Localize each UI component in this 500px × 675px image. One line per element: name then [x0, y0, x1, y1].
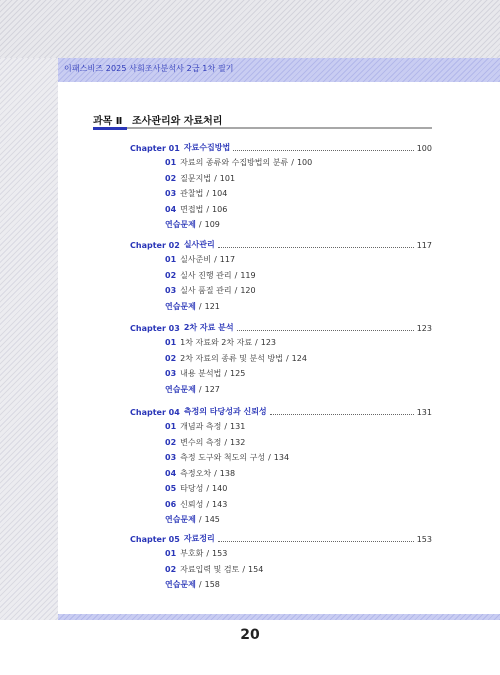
- subject-label: 과목 Ⅱ: [93, 116, 123, 127]
- toc-section-row[interactable]: [165, 353, 307, 364]
- section-number: 04: [165, 204, 177, 214]
- separator-slash: /: [224, 422, 228, 431]
- subject-underline: [93, 127, 432, 129]
- separator-slash: /: [206, 189, 210, 198]
- section-number: 03: [165, 369, 177, 378]
- toc-chapter-row[interactable]: [130, 141, 432, 153]
- toc-section-row[interactable]: [165, 564, 263, 575]
- chapter-page: 100: [416, 144, 432, 153]
- practice-page: 158: [204, 580, 220, 589]
- left-pattern-strip: [0, 58, 58, 620]
- section-number: 01: [165, 422, 177, 431]
- subject-title: 조사관리와 자료처리: [132, 116, 223, 127]
- chapter-page: 123: [416, 324, 432, 333]
- toc-chapter-row[interactable]: [130, 532, 432, 544]
- section-title: 1차 자료와 2차 자료: [180, 338, 253, 347]
- separator-slash: /: [214, 255, 217, 264]
- section-page: 124: [291, 353, 307, 363]
- section-number: 01: [165, 338, 177, 347]
- toc-section-row[interactable]: [165, 254, 235, 265]
- toc-section-row[interactable]: [165, 437, 245, 448]
- section-number: 03: [165, 453, 177, 462]
- section-number: 06: [165, 499, 177, 509]
- practice-label: 연습문제: [165, 580, 196, 589]
- practice-page: 145: [204, 515, 220, 524]
- practice-label: 연습문제: [165, 384, 196, 394]
- chapter-page: 153: [416, 535, 432, 544]
- section-title: 질문지법: [180, 173, 212, 183]
- section-title: 자료의 종류와 수집방법의 분류: [180, 158, 289, 167]
- toc-practice-row[interactable]: [165, 514, 220, 525]
- practice-label: 연습문제: [165, 301, 196, 311]
- subject-underline-accent: [93, 127, 127, 130]
- toc-chapter-row[interactable]: [130, 321, 432, 333]
- section-page: 123: [260, 338, 277, 347]
- separator-slash: /: [198, 301, 202, 311]
- toc-section-row[interactable]: [165, 368, 245, 379]
- section-title: 측정 도구와 척도의 구성: [180, 453, 266, 462]
- chapter-title: 실사관리: [183, 240, 215, 249]
- section-page: 143: [212, 499, 228, 509]
- toc-section-row[interactable]: [165, 285, 256, 296]
- dot-leader: [237, 329, 414, 331]
- separator-slash: /: [224, 437, 228, 447]
- subject-heading: [93, 112, 432, 130]
- section-number: 02: [165, 437, 177, 447]
- section-title: 실사 품질 관리: [180, 286, 232, 295]
- chapter-label: Chapter 03: [130, 324, 180, 333]
- separator-slash: /: [214, 173, 217, 183]
- separator-slash: /: [206, 549, 210, 558]
- separator-slash: /: [268, 453, 271, 462]
- separator-slash: /: [206, 204, 210, 214]
- toc-practice-row[interactable]: [165, 384, 220, 395]
- chapter-page: 131: [416, 408, 432, 417]
- section-title: 신뢰성: [180, 499, 204, 509]
- section-page: 117: [219, 255, 236, 264]
- section-page: 131: [230, 422, 246, 431]
- section-title: 면접법: [180, 204, 204, 214]
- section-title: 부호화: [180, 549, 204, 558]
- toc-section-row[interactable]: [165, 270, 256, 281]
- chapter-title: 측정의 타당성과 신뢰성: [183, 407, 267, 416]
- separator-slash: /: [198, 220, 202, 229]
- chapter-label: Chapter 01: [130, 144, 180, 153]
- section-page: 119: [240, 270, 256, 280]
- section-number: 01: [165, 549, 177, 558]
- section-title: 관찰법: [180, 189, 204, 198]
- separator-slash: /: [206, 484, 210, 493]
- section-title: 변수의 측정: [180, 437, 222, 447]
- separator-slash: /: [214, 468, 217, 478]
- toc-section-row[interactable]: [165, 483, 227, 494]
- practice-label: 연습문제: [165, 515, 196, 524]
- toc-section-row[interactable]: [165, 499, 227, 510]
- toc-section-row[interactable]: [165, 468, 235, 479]
- separator-slash: /: [198, 384, 202, 394]
- toc-chapter-row[interactable]: [130, 405, 432, 417]
- separator-slash: /: [234, 286, 238, 295]
- section-number: 04: [165, 468, 177, 478]
- section-number: 02: [165, 270, 177, 280]
- section-title: 내용 분석법: [180, 369, 222, 378]
- section-title: 실사 진행 관리: [180, 270, 232, 280]
- chapter-label: Chapter 04: [130, 408, 180, 417]
- section-page: 132: [230, 437, 246, 447]
- toc-practice-row[interactable]: [165, 219, 220, 230]
- section-number: 02: [165, 173, 177, 183]
- section-number: 02: [165, 353, 177, 363]
- separator-slash: /: [285, 353, 289, 363]
- section-number: 02: [165, 564, 177, 574]
- chapter-page: 117: [416, 241, 432, 250]
- toc-section-row[interactable]: [165, 204, 227, 215]
- section-title: 2차 자료의 종류 및 분석 방법: [180, 353, 283, 363]
- running-header-title: 이패스비즈 2025 사회조사분석사 2급 1차 필기: [64, 64, 234, 73]
- section-number: 05: [165, 484, 177, 493]
- section-number: 03: [165, 286, 177, 295]
- section-page: 125: [230, 369, 246, 378]
- toc-section-row[interactable]: [165, 548, 227, 559]
- separator-slash: /: [206, 499, 210, 509]
- page-number: 20: [240, 627, 260, 643]
- toc-section-row[interactable]: [165, 188, 227, 199]
- toc-section-row[interactable]: [165, 173, 235, 184]
- practice-page: 127: [204, 384, 220, 394]
- separator-slash: /: [198, 515, 202, 524]
- section-page: 134: [273, 453, 290, 462]
- section-number: 01: [165, 158, 177, 167]
- toc-section-row[interactable]: [165, 337, 276, 348]
- practice-page: 109: [204, 220, 220, 229]
- chapter-title: 자료수집방법: [183, 143, 231, 152]
- toc-section-row[interactable]: [165, 452, 289, 463]
- separator-slash: /: [234, 270, 238, 280]
- dot-leader: [270, 413, 414, 415]
- chapter-title: 자료정리: [183, 534, 215, 543]
- toc-practice-row[interactable]: [165, 301, 220, 312]
- section-number: 03: [165, 189, 177, 198]
- section-page: 100: [296, 158, 313, 167]
- dot-leader: [218, 540, 414, 542]
- dot-leader: [218, 246, 414, 248]
- separator-slash: /: [255, 338, 258, 347]
- bottom-pattern-band: [58, 614, 500, 620]
- chapter-title: 2차 자료 분석: [183, 323, 234, 332]
- dot-leader: [233, 149, 414, 151]
- section-page: 106: [212, 204, 228, 214]
- toc-section-row[interactable]: [165, 421, 245, 432]
- section-page: 101: [219, 173, 236, 183]
- section-page: 140: [212, 484, 228, 493]
- section-title: 실사준비: [180, 255, 212, 264]
- section-title: 타당성: [180, 484, 204, 493]
- section-page: 104: [212, 189, 228, 198]
- toc-practice-row[interactable]: [165, 579, 220, 590]
- practice-label: 연습문제: [165, 220, 196, 229]
- section-title: 개념과 측정: [180, 422, 222, 431]
- top-pattern-band: [0, 0, 500, 58]
- section-page: 120: [240, 286, 256, 295]
- separator-slash: /: [224, 369, 228, 378]
- chapter-label: Chapter 02: [130, 241, 180, 250]
- section-page: 138: [219, 468, 236, 478]
- toc-chapter-row[interactable]: [130, 238, 432, 250]
- section-number: 01: [165, 255, 177, 264]
- section-page: 153: [212, 549, 228, 558]
- chapter-label: Chapter 05: [130, 535, 180, 544]
- section-page: 154: [248, 564, 264, 574]
- practice-page: 121: [204, 301, 220, 311]
- separator-slash: /: [242, 564, 246, 574]
- section-title: 자료입력 및 검토: [180, 564, 240, 574]
- separator-slash: /: [291, 158, 294, 167]
- toc-section-row[interactable]: [165, 157, 312, 168]
- section-title: 측정오차: [180, 468, 212, 478]
- separator-slash: /: [198, 580, 202, 589]
